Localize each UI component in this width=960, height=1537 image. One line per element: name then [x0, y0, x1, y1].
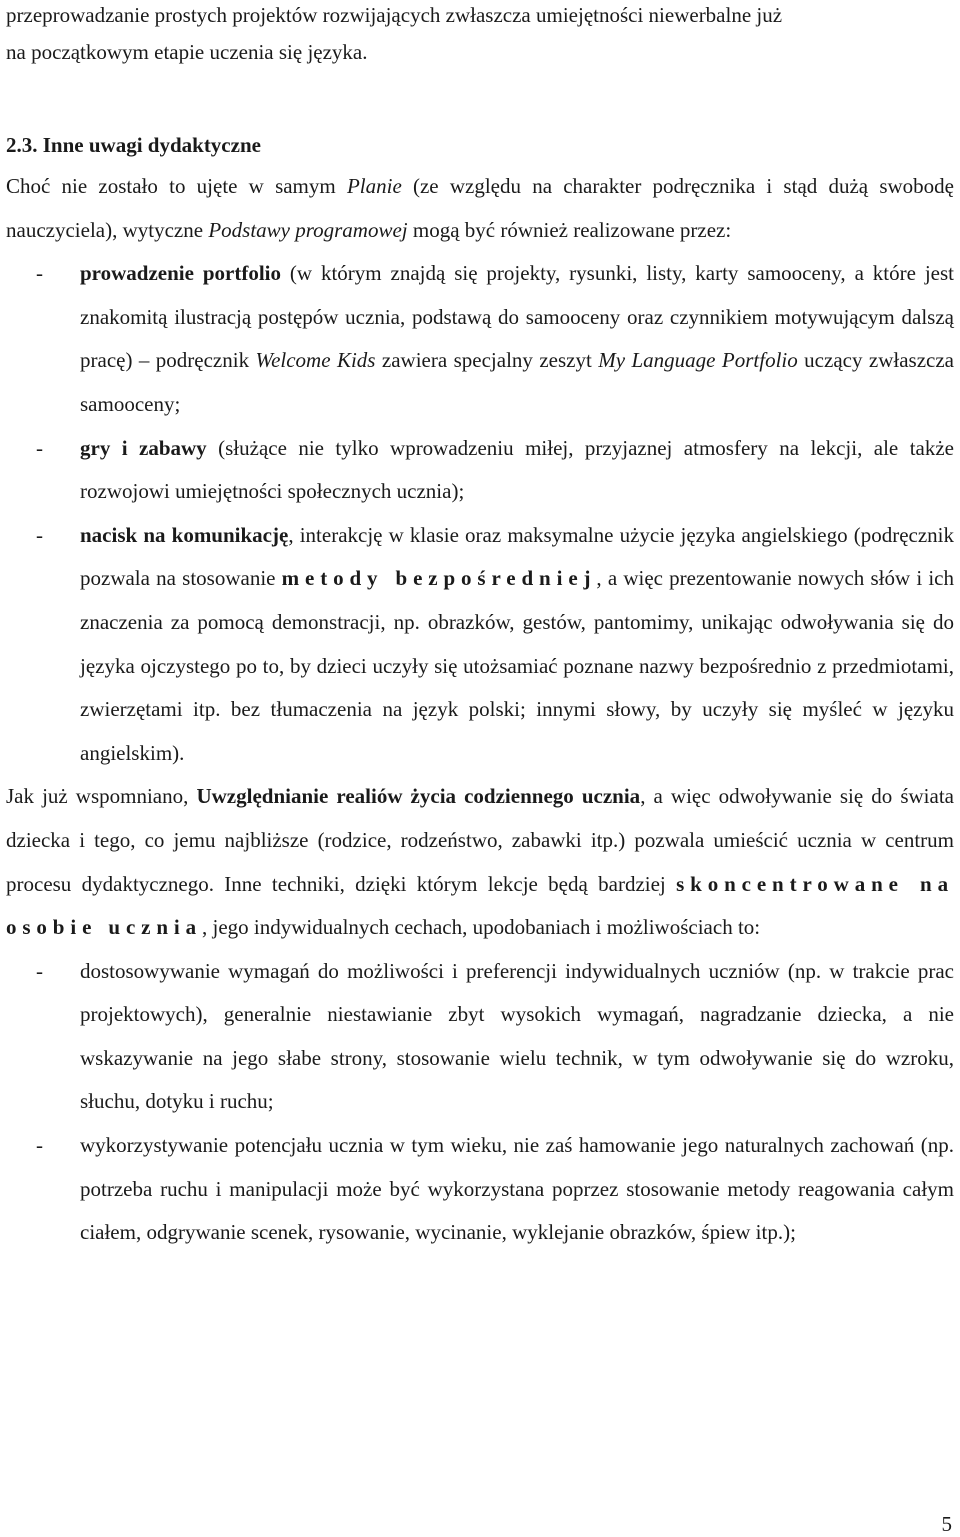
list-item-text: , interakcję w klasie oraz maksymalne użycie języka angielskiego (podręcznik pozwala na stosowanie	[80, 522, 955, 591]
list-item-text: uczący zwłaszcza samooceny;	[80, 348, 954, 416]
section-heading	[6, 123, 954, 167]
p1-text-3: mogą być również realizowane przez:	[407, 217, 732, 242]
list-item-adapting	[6, 950, 954, 1124]
intro-line-2: na początkowym etapie uczenia się języka.	[6, 40, 368, 64]
section-heading-text: 2.3. Inne uwagi dydaktyczne	[6, 133, 261, 157]
list-2	[6, 950, 954, 1255]
intro-paragraph	[6, 0, 954, 71]
list-item-text: wykorzystywanie potencjału ucznia w tym wieku, nie zaś hamowanie jego naturalnych zachowań (np. potrzeba ruchu i manipulacji może być wykorzystana poprzez stosowanie metody reagowania całym ciałem, odgrywanie scenek, rysowanie, wycinanie, wyklejanie obrazków, śpiew itp.);	[80, 1133, 954, 1245]
list-item-text: (w którym znajdą się projekty, rysunki, listy, karty samooceny, a które jest znakomitą ilustracją postępów ucznia, podstawą do samooceny oraz czynnikiem motywującym dalszą pracę) ‒ podręcznik	[80, 261, 954, 373]
list-item-bold: gry i zabawy	[80, 435, 207, 460]
list-item-text: (służące nie tylko wprowadzeniu miłej, przyjaznej atmosfery na lekcji, ale także rozwojowi umiejętności społecznych ucznia);	[80, 435, 954, 504]
p2-text-2: , a więc odwoływanie się do świata dziecka i tego, co jemu najbliższe (rodzice, rodzeństwo, zabawki itp.) pozwala umieścić ucznia w centrum procesu dydaktycznego. Inne techniki, dzięki którym lekcje będą bardziej	[6, 784, 954, 896]
page-number: 5	[941, 1512, 952, 1536]
list-bullet: -	[36, 261, 43, 286]
p2-text-3: , jego indywidualnych cechach, upodobaniach i możliwościach to:	[202, 915, 761, 940]
list-item-bold: nacisk na komunikację	[80, 522, 289, 547]
p1-text-1: Choć nie zostało to ujęte w samym	[6, 174, 347, 198]
list-bullet: -	[36, 1133, 43, 1158]
paragraph-2	[6, 775, 954, 949]
list-item-spaced-bold: metody bezpośredniej	[281, 566, 597, 591]
list-item-potential	[6, 1124, 954, 1255]
p1-italic-podstawy: Podstawy programowej	[208, 217, 408, 242]
list-bullet: -	[36, 522, 43, 547]
p2-text-1: Jak już wspomniano,	[6, 784, 197, 809]
p1-text-2: (ze względu na charakter podręcznika i stąd dużą swobodę nauczyciela), wytyczne	[6, 174, 954, 242]
list-item-portfolio	[6, 252, 954, 426]
list-1	[6, 252, 954, 775]
p2-spaced-bold: skoncentrowane na osobie ucznia	[6, 871, 954, 940]
list-bullet: -	[36, 435, 43, 460]
list-item-games	[6, 427, 954, 514]
intro-line-1: przeprowadzanie prostych projektów rozwijających zwłaszcza umiejętności niewerbalne już	[6, 3, 783, 27]
list-item-italic: My Language Portfolio	[598, 348, 798, 373]
p1-italic-planie: Planie	[346, 174, 402, 198]
list-item-text: dostosowywanie wymagań do możliwości i preferencji indywidualnych uczniów (np. w trakcie prac projektowych), generalnie niestawianie zbyt wysokich wymagań, nagradzanie dziecka, a nie wskazywanie na jego słabe strony, stosowanie wielu technik, w tym odwoływanie się do wzroku, słuchu, dotyku i ruchu;	[80, 958, 954, 1114]
list-item-bold: prowadzenie portfolio	[80, 261, 281, 286]
list-item-text: zawiera specjalny zeszyt	[375, 348, 599, 373]
list-item-text: , a więc prezentowanie nowych słów i ich znaczenia za pomocą demonstracji, np. obrazków, gestów, pantomimy, unikając odwoływania się do języka ojczystego po to, by dzieci uczyły się utożsamiać poznane nazwy bezpośrednio z przedmiotami, zwierzętami itp. bez tłumaczenia na język polski; innymi słowy, by uczyły się myśleć w języku angielskim).	[80, 566, 954, 765]
list-item-communication	[6, 514, 954, 776]
p2-bold: Uwzględnianie realiów życia codziennego ucznia	[196, 784, 641, 809]
document-page	[6, 0, 954, 1255]
list-item-italic: Welcome Kids	[255, 348, 376, 373]
list-bullet: -	[36, 958, 43, 983]
paragraph-1	[6, 165, 954, 252]
